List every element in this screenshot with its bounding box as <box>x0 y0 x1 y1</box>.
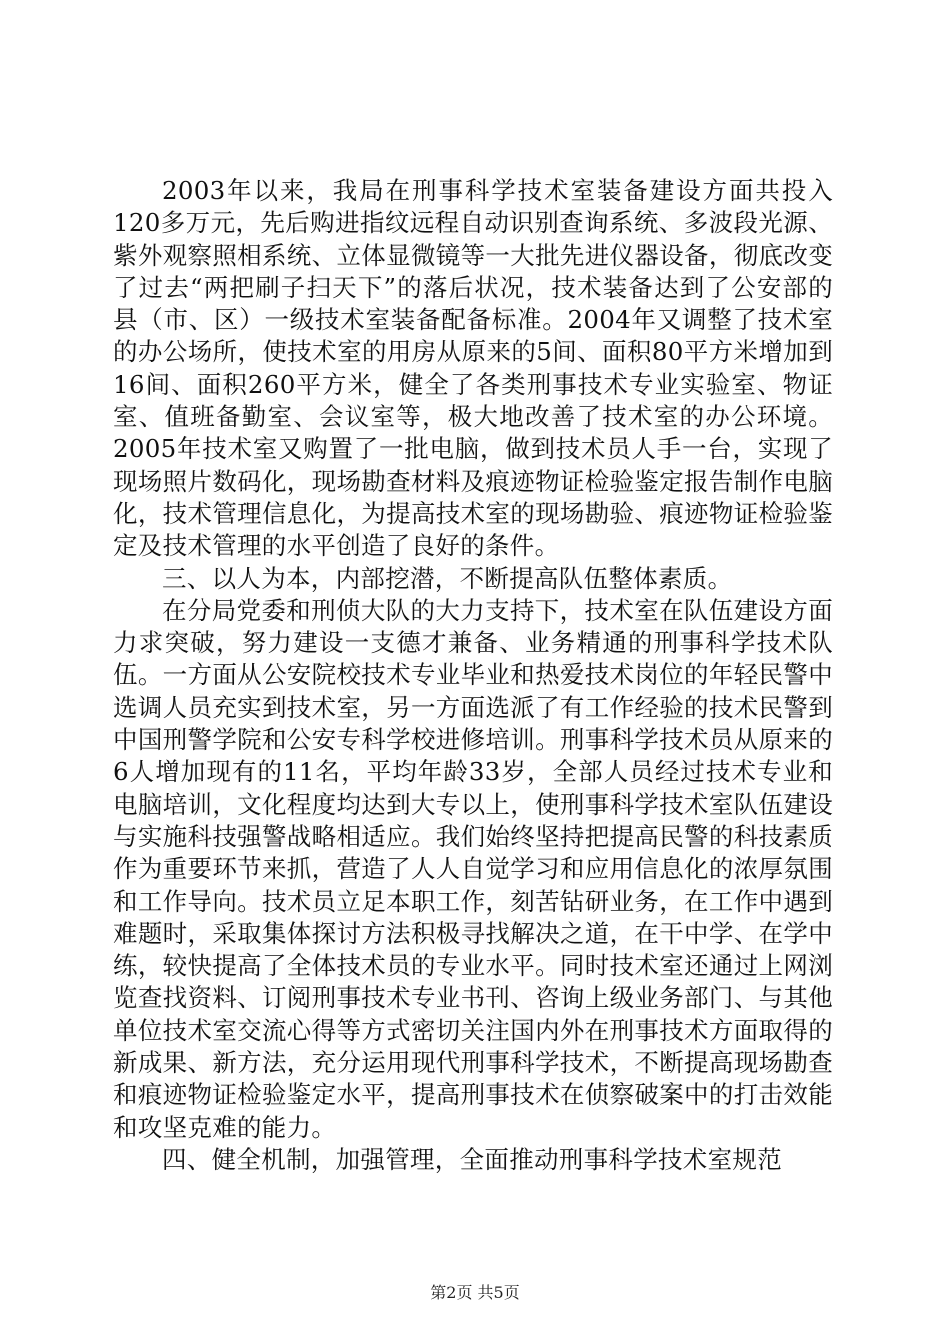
page-number-footer: 第2页 共5页 <box>430 1283 520 1302</box>
section-heading-3: 三、以人为本，内部挖潜，不断提高队伍整体素质。 <box>162 563 733 593</box>
section-heading-4: 四、健全机制，加强管理，全面推动刑事科学技术室规范 <box>162 1144 782 1174</box>
paragraph-equipment: 2003年以来，我局在刑事科学技术室装备建设方面共投入120多万元，先后购进指纹远程自动识别查询系统、多波段光源、紫外观察照相系统、立体显微镜等一大批先进仪器设备，彻底改变了过去“两把刷子扫天下”的落后状况，技术装备达到了公安部的县（市、区）一级技术室装备配备标准。2004年又调整了技术室的办公场所，使技术室的用房从原来的5间、面积80平方米增加到16间、面积260平方米，健全了各类刑事技术专业实验室、物证室、值班备勤室、会议室等，极大地改善了技术室的办公环境。2005年技术室又购置了一批电脑，做到技术员人手一台，实现了现场照片数码化，现场勘查材料及痕迹物证检验鉴定报告制作电脑化，技术管理信息化，为提高技术室的现场勘验、痕迹物证检验鉴定及技术管理的水平创造了良好的条件。 <box>113 176 833 561</box>
paragraph-team-building: 在分局党委和刑侦大队的大力支持下，技术室在队伍建设方面力求突破，努力建设一支德才兼备、业务精通的刑事科学技术队伍。一方面从公安院校技术专业毕业和热爱技术岗位的年轻民警中选调人员充实到技术室，另一方面选派了有工作经验的技术民警到中国刑警学院和公安专科学校进修培训。刑事科学技术员从原来的6人增加现有的11名，平均年龄33岁，全部人员经过技术专业和电脑培训，文化程度均达到大专以上，使刑事科学技术室队伍建设与实施科技强警战略相适应。我们始终坚持把提高民警的科技素质作为重要环节来抓，营造了人人自觉学习和应用信息化的浓厚氛围和工作导向。技术员立足本职工作，刻苦钻研业务，在工作中遇到难题时，采取集体探讨方法积极寻找解决之道，在干中学、在学中练，较快提高了全体技术员的专业水平。同时技术室还通过上网浏览查找资料、订阅刑事技术专业书刊、咨询上级业务部门、与其他单位技术室交流心得等方式密切关注国内外在刑事技术方面取得的新成果、新方法，充分运用现代刑事科学技术，不断提高现场勘查和痕迹物证检验鉴定水平，提高刑事技术在侦察破案中的打击效能和攻坚克难的能力。 <box>113 595 833 1142</box>
document-body <box>113 175 833 1176</box>
